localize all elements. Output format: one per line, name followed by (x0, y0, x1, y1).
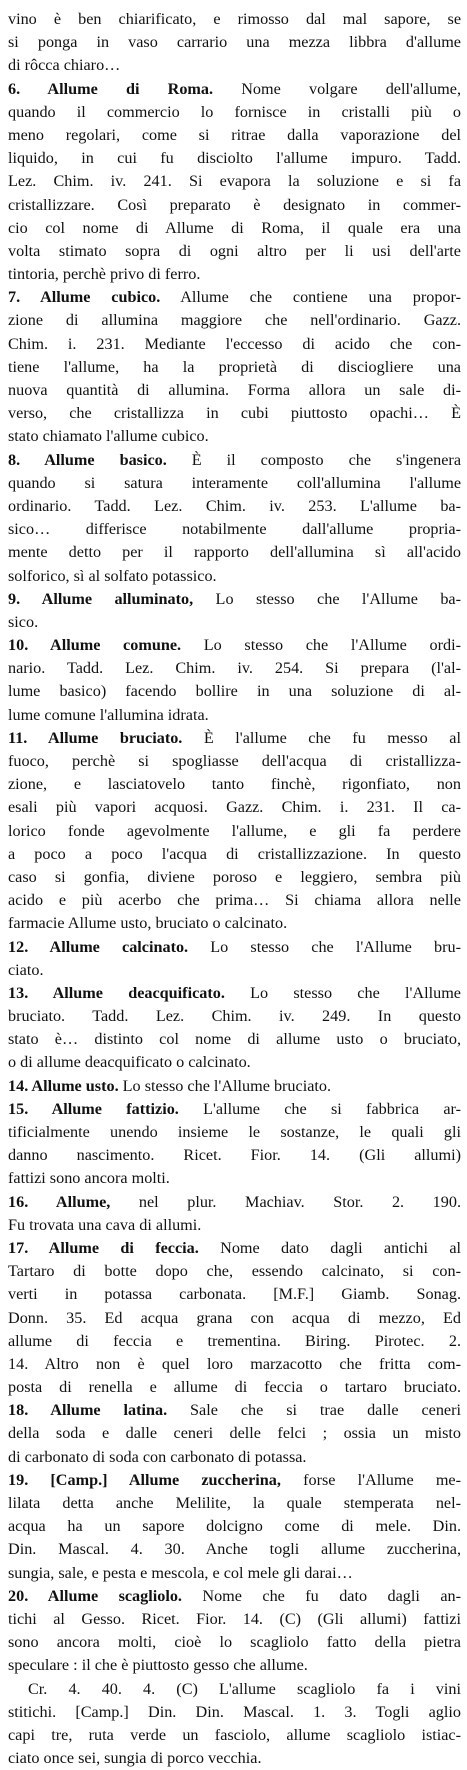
entry-headword: 17. Allume di feccia. (8, 1238, 199, 1257)
text-line: a poco a poco l'acqua di cristallizzazione. In questo (8, 844, 461, 863)
entry-headword: 20. Allume scagliolo. (8, 1586, 182, 1605)
text-line: 7. Allume cubico. Allume che contiene una propor- (8, 288, 461, 307)
text-line: meno regolari, come si ritrae dalla vaporazione del (8, 125, 461, 144)
text-line: sico. (8, 612, 39, 631)
text-line: mente detto per il rapporto dell'allumina sì all'acido (8, 543, 461, 562)
text-line: Cr. 4. 40. 4. (C) L'allume scagliolo fa i vini (28, 1679, 461, 1698)
text-line: tichi al Gesso. Ricet. Fior. 14. (C) (Gli allumi) fattizi (8, 1609, 461, 1628)
text-line: Fu trovata una cava di allumi. (8, 1215, 202, 1234)
text-line: vino è ben chiarificato, e rimosso dal mal sapore, se (8, 10, 461, 28)
text-line: sungia, sale, e pesta e mescola, e col mele gli darai… (8, 1563, 353, 1582)
text-line: nario. Tadd. Lez. Chim. iv. 254. Si prepara (l'al- (8, 659, 461, 678)
text-line: stato chiamato l'allume cubico. (8, 427, 209, 446)
text-line: Lez. Chim. iv. 241. Si evapora la soluzione e si fa (8, 172, 461, 191)
entry-headword: 12. Allume calcinato. (8, 937, 189, 956)
text-line: tiene l'allume, ha la proprietà di disciogliere una (8, 357, 461, 376)
text-line: danno nascimento. Ricet. Fior. 14. (Gli allumi) (8, 1146, 461, 1165)
entry-headword: 19. [Camp.] Allume zuccherina, (8, 1470, 281, 1489)
text-line: lorico fonde agevolmente l'allume, e gli fa perdere (8, 821, 461, 840)
text-line: 8. Allume basico. È il composto che s'ingenera (8, 450, 461, 469)
entry-headword: 11. Allume bruciato. (8, 728, 183, 747)
text-line: della soda e dalle ceneri delle felci ; ossia un misto (8, 1424, 461, 1443)
text-line: posta di renella e allume di feccia o tartaro bruciato. (8, 1378, 461, 1397)
text-line: fattizi sono ancora molti. (8, 1169, 170, 1188)
text-line: sico… differisce notabilmente dall'allume propria- (8, 520, 461, 539)
text-line: solforico, sì al solfato potassico. (8, 566, 217, 585)
text-line: 20. Allume scagliolo. Nome che fu dato dagli an- (8, 1586, 461, 1605)
text-line: di rôcca chiaro… (8, 56, 121, 75)
text-line: 12. Allume calcinato. Lo stesso che l'Allume bru- (8, 937, 461, 956)
text-line: di carbonato di soda con carbonato di potassa. (8, 1447, 307, 1466)
text-line: verti in potassa carbonata. [M.F.] Giamb. Sonag. (8, 1285, 461, 1304)
text-line: 10. Allume comune. Lo stesso che l'Allume ordi- (8, 636, 461, 655)
entry-headword: 18. Allume latina. (8, 1401, 168, 1420)
text-line: 11. Allume bruciato. È l'allume che fu messo al (8, 728, 461, 747)
text-line: farmacie Allume usto, bruciato o calcinato. (8, 914, 288, 933)
text-line: speculare : il che è piuttosto gesso che allume. (8, 1656, 308, 1675)
entry-headword: 10. Allume comune. (8, 636, 182, 655)
text-line: caso si gonfia, diviene poroso e leggiero, sembra più (8, 867, 461, 886)
text-line: tintoria, perchè privo di ferro. (8, 265, 201, 284)
text-line: 14. Allume usto. Lo stesso che l'Allume bruciato. (8, 1076, 332, 1095)
text-line: cristallizzare. Così preparato è designato in commer- (8, 195, 461, 214)
text-line: 15. Allume fattizio. L'allume che si fabbrica ar- (8, 1099, 461, 1118)
text-line: 19. [Camp.] Allume zuccherina, forse l'Allume me- (8, 1470, 461, 1489)
dictionary-text (8, 8, 461, 1770)
entry-headword: 9. Allume alluminato, (8, 589, 194, 608)
text-line: nuova quantità di allumina. Forma allora un sale di- (8, 381, 461, 399)
text-line: o di allume deacquificato o calcinato. (8, 1053, 251, 1072)
text-line: fuoco, perchè si spogliasse dell'acqua di cristallizza- (8, 752, 461, 770)
text-line: quando il commercio lo fornisce in cristalli più o (8, 102, 461, 121)
text-line: lilata detta anche Melilite, la quale stemperata nel- (8, 1494, 461, 1512)
text-line: allume di feccia e trementina. Biring. Pirotec. 2. (8, 1331, 461, 1350)
text-line: lume comune l'allumina idrata. (8, 705, 209, 724)
text-line: Din. Mascal. 4. 30. Anche togli allume zuccherina, (8, 1540, 461, 1559)
entry-headword: 15. Allume fattizio. (8, 1099, 179, 1118)
text-line: verso, che cristallizza in cubi piuttosto opachi… È (8, 404, 461, 423)
text-line: lume basico) facendo bollire in una soluzione di al- (8, 682, 461, 701)
text-line: Tartaro di botte dopo che, essendo calcinato, si con- (8, 1262, 461, 1281)
entry-headword: 8. Allume basico. (8, 450, 167, 469)
text-line: si ponga in vaso carrario una mezza libbra d'allume (8, 33, 461, 52)
text-line: 14. Altro non è quel loro marzacotto che fritta com- (8, 1354, 461, 1373)
text-line: stitichi. [Camp.] Din. Din. Mascal. 1. 3. Togli aglio (8, 1702, 461, 1721)
text-line: 17. Allume di feccia. Nome dato dagli antichi al (8, 1238, 461, 1257)
text-line: acqua ha un sapore dolcigno come di mele. Din. (8, 1517, 461, 1536)
text-line: zione di allumina maggiore che nell'ordinario. Gazz. (8, 311, 461, 330)
text-line: volta stimato sopra di ogni altro per li usi dell'arte (8, 241, 461, 260)
text-line: 16. Allume, nel plur. Machiav. Stor. 2. 190. (8, 1192, 461, 1211)
text-line: cio col nome di Allume di Roma, il quale era una (8, 218, 461, 237)
text-line: Donn. 35. Ed acqua grana con acqua di mezzo, Ed (8, 1308, 461, 1327)
text-line: sono ancora molti, cioè lo scagliolo fatto della pietra (8, 1633, 461, 1652)
text-line: 9. Allume alluminato, Lo stesso che l'Allume ba- (8, 589, 461, 608)
text-line: liquido, in cui fu disciolto l'allume impuro. Tadd. (8, 149, 461, 168)
text-line: ciato once sei, sungia di porco vecchia. (8, 1749, 262, 1768)
entry-headword: 7. Allume cubico. (8, 288, 161, 307)
text-line: ciato. (8, 960, 44, 979)
text-line: esali più vapori acquosi. Gazz. Chim. i. 231. Il ca- (8, 798, 461, 817)
entry-headword: 13. Allume deacquificato. (8, 983, 225, 1002)
text-line: 18. Allume latina. Sale che si trae dalle ceneri (8, 1401, 461, 1420)
entry-headword: 16. Allume, (8, 1192, 111, 1211)
text-line: quando si satura interamente coll'allumina l'allume (8, 473, 461, 492)
text-line: ordinario. Tadd. Lez. Chim. iv. 253. L'allume ba- (8, 496, 461, 515)
text-line: capi tre, ruta verde un fasciolo, allume scagliolo istiac- (8, 1725, 461, 1744)
text-line: bruciato. Tadd. Lez. Chim. iv. 249. In questo (8, 1007, 461, 1026)
text-line: Chim. i. 231. Mediante l'eccesso di acido che con- (8, 334, 461, 353)
entry-headword: 6. Allume di Roma. (8, 79, 214, 98)
text-line: 13. Allume deacquificato. Lo stesso che l'Allume (8, 983, 461, 1002)
text-line: zione, e lasciatovelo tanto finchè, rigonfiato, non (8, 775, 461, 794)
text-line: 6. Allume di Roma. Nome volgare dell'allume, (8, 79, 461, 98)
text-line: acido e più acerbo che prima… Si chiama allora nelle (8, 891, 461, 910)
text-line: stato è… distinto col nome di allume usto o bruciato, (8, 1030, 461, 1049)
text-line: tificialmente unendo insieme le sostanze, le quali gli (8, 1123, 461, 1141)
entry-headword: 14. Allume usto. (8, 1076, 119, 1095)
